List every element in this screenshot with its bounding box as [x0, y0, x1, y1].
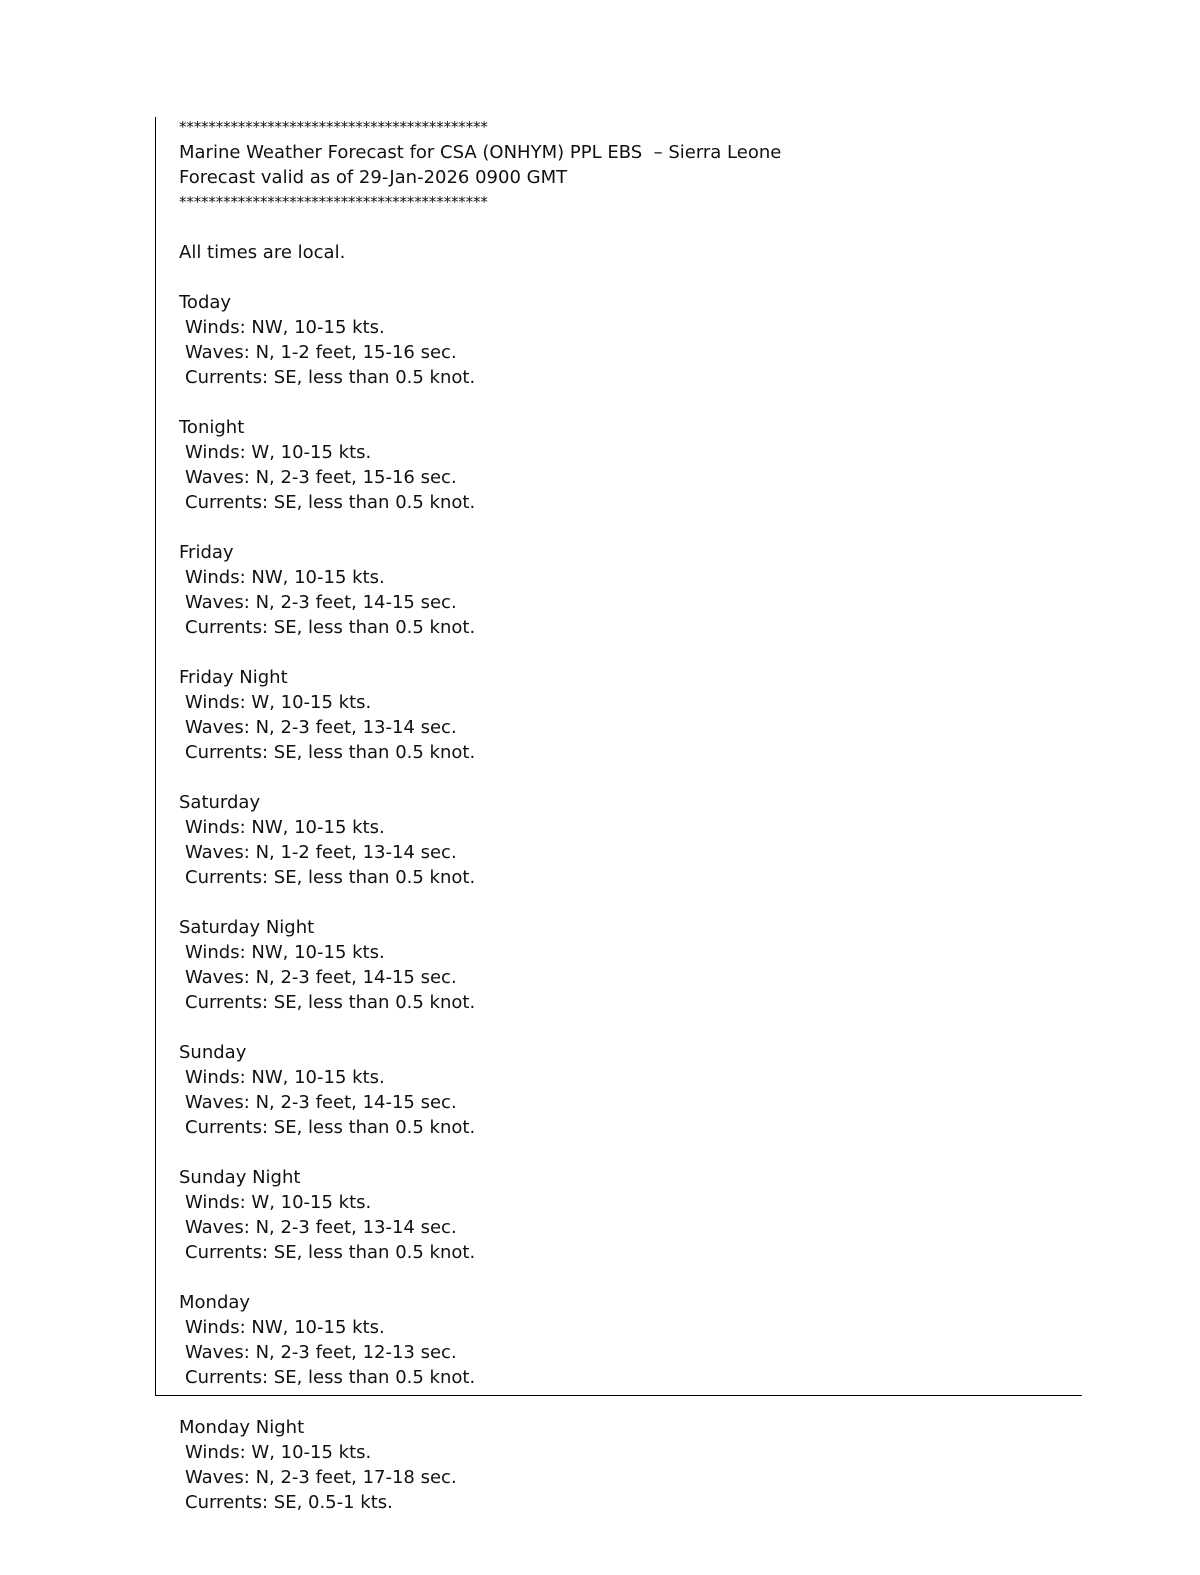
period-block: [179, 1015, 1079, 1140]
winds-line: Winds: W, 10-15 kts.: [185, 692, 372, 713]
period-name: Tonight: [179, 417, 245, 438]
winds-line: Winds: W, 10-15 kts.: [185, 1442, 372, 1463]
period-name: Saturday: [179, 792, 261, 813]
winds-line: Winds: W, 10-15 kts.: [185, 1192, 372, 1213]
period-name: Today: [179, 292, 232, 313]
waves-line: Waves: N, 1-2 feet, 13-14 sec.: [185, 842, 457, 863]
currents-line: Currents: SE, less than 0.5 knot.: [185, 617, 476, 638]
waves-line: Waves: N, 2-3 feet, 14-15 sec.: [185, 967, 457, 988]
forecast-title: Marine Weather Forecast for CSA (ONHYM) PPL EBS – Sierra Leone: [179, 142, 782, 163]
period-name: Sunday: [179, 1042, 247, 1063]
winds-line: Winds: NW, 10-15 kts.: [185, 567, 385, 588]
stars-divider-bottom: ******************************************: [179, 193, 488, 211]
stars-divider-top: ******************************************: [179, 118, 488, 136]
waves-line: Waves: N, 2-3 feet, 13-14 sec.: [185, 717, 457, 738]
waves-line: Waves: N, 2-3 feet, 14-15 sec.: [185, 592, 457, 613]
waves-line: Waves: N, 2-3 feet, 17-18 sec.: [185, 1467, 457, 1488]
period-name: Monday: [179, 1292, 251, 1313]
period-block: [179, 265, 1079, 390]
period-block: [179, 1390, 1079, 1515]
period-block: [179, 765, 1079, 890]
forecast-valid-time: Forecast valid as of 29-Jan-2026 0900 GMT: [179, 167, 568, 188]
waves-line: Waves: N, 2-3 feet, 14-15 sec.: [185, 1092, 457, 1113]
period-block: [179, 640, 1079, 765]
waves-line: Waves: N, 2-3 feet, 12-13 sec.: [185, 1342, 457, 1363]
winds-line: Winds: NW, 10-15 kts.: [185, 317, 385, 338]
winds-line: Winds: NW, 10-15 kts.: [185, 942, 385, 963]
currents-line: Currents: SE, less than 0.5 knot.: [185, 367, 476, 388]
waves-line: Waves: N, 2-3 feet, 13-14 sec.: [185, 1217, 457, 1238]
frame-left-border: [155, 117, 156, 1396]
period-name: Sunday Night: [179, 1167, 301, 1188]
winds-line: Winds: NW, 10-15 kts.: [185, 817, 385, 838]
currents-line: Currents: SE, less than 0.5 knot.: [185, 492, 476, 513]
currents-line: Currents: SE, less than 0.5 knot.: [185, 1117, 476, 1138]
currents-line: Currents: SE, 0.5-1 kts.: [185, 1492, 393, 1513]
period-block: [179, 515, 1079, 640]
currents-line: Currents: SE, less than 0.5 knot.: [185, 742, 476, 763]
spacer: [179, 215, 1079, 240]
currents-line: Currents: SE, less than 0.5 knot.: [185, 1367, 476, 1388]
period-name: Saturday Night: [179, 917, 315, 938]
period-name: Friday Night: [179, 667, 288, 688]
period-block: [179, 890, 1079, 1015]
waves-line: Waves: N, 1-2 feet, 15-16 sec.: [185, 342, 457, 363]
currents-line: Currents: SE, less than 0.5 knot.: [185, 1242, 476, 1263]
winds-line: Winds: NW, 10-15 kts.: [185, 1067, 385, 1088]
winds-line: Winds: NW, 10-15 kts.: [185, 1317, 385, 1338]
period-name: Monday Night: [179, 1417, 305, 1438]
period-block: [179, 1140, 1079, 1265]
currents-line: Currents: SE, less than 0.5 knot.: [185, 992, 476, 1013]
period-name: Friday: [179, 542, 234, 563]
forecast-document: [179, 115, 1079, 1515]
time-note: All times are local.: [179, 242, 346, 263]
currents-line: Currents: SE, less than 0.5 knot.: [185, 867, 476, 888]
waves-line: Waves: N, 2-3 feet, 15-16 sec.: [185, 467, 457, 488]
period-block: [179, 390, 1079, 515]
winds-line: Winds: W, 10-15 kts.: [185, 442, 372, 463]
period-block: [179, 1265, 1079, 1390]
